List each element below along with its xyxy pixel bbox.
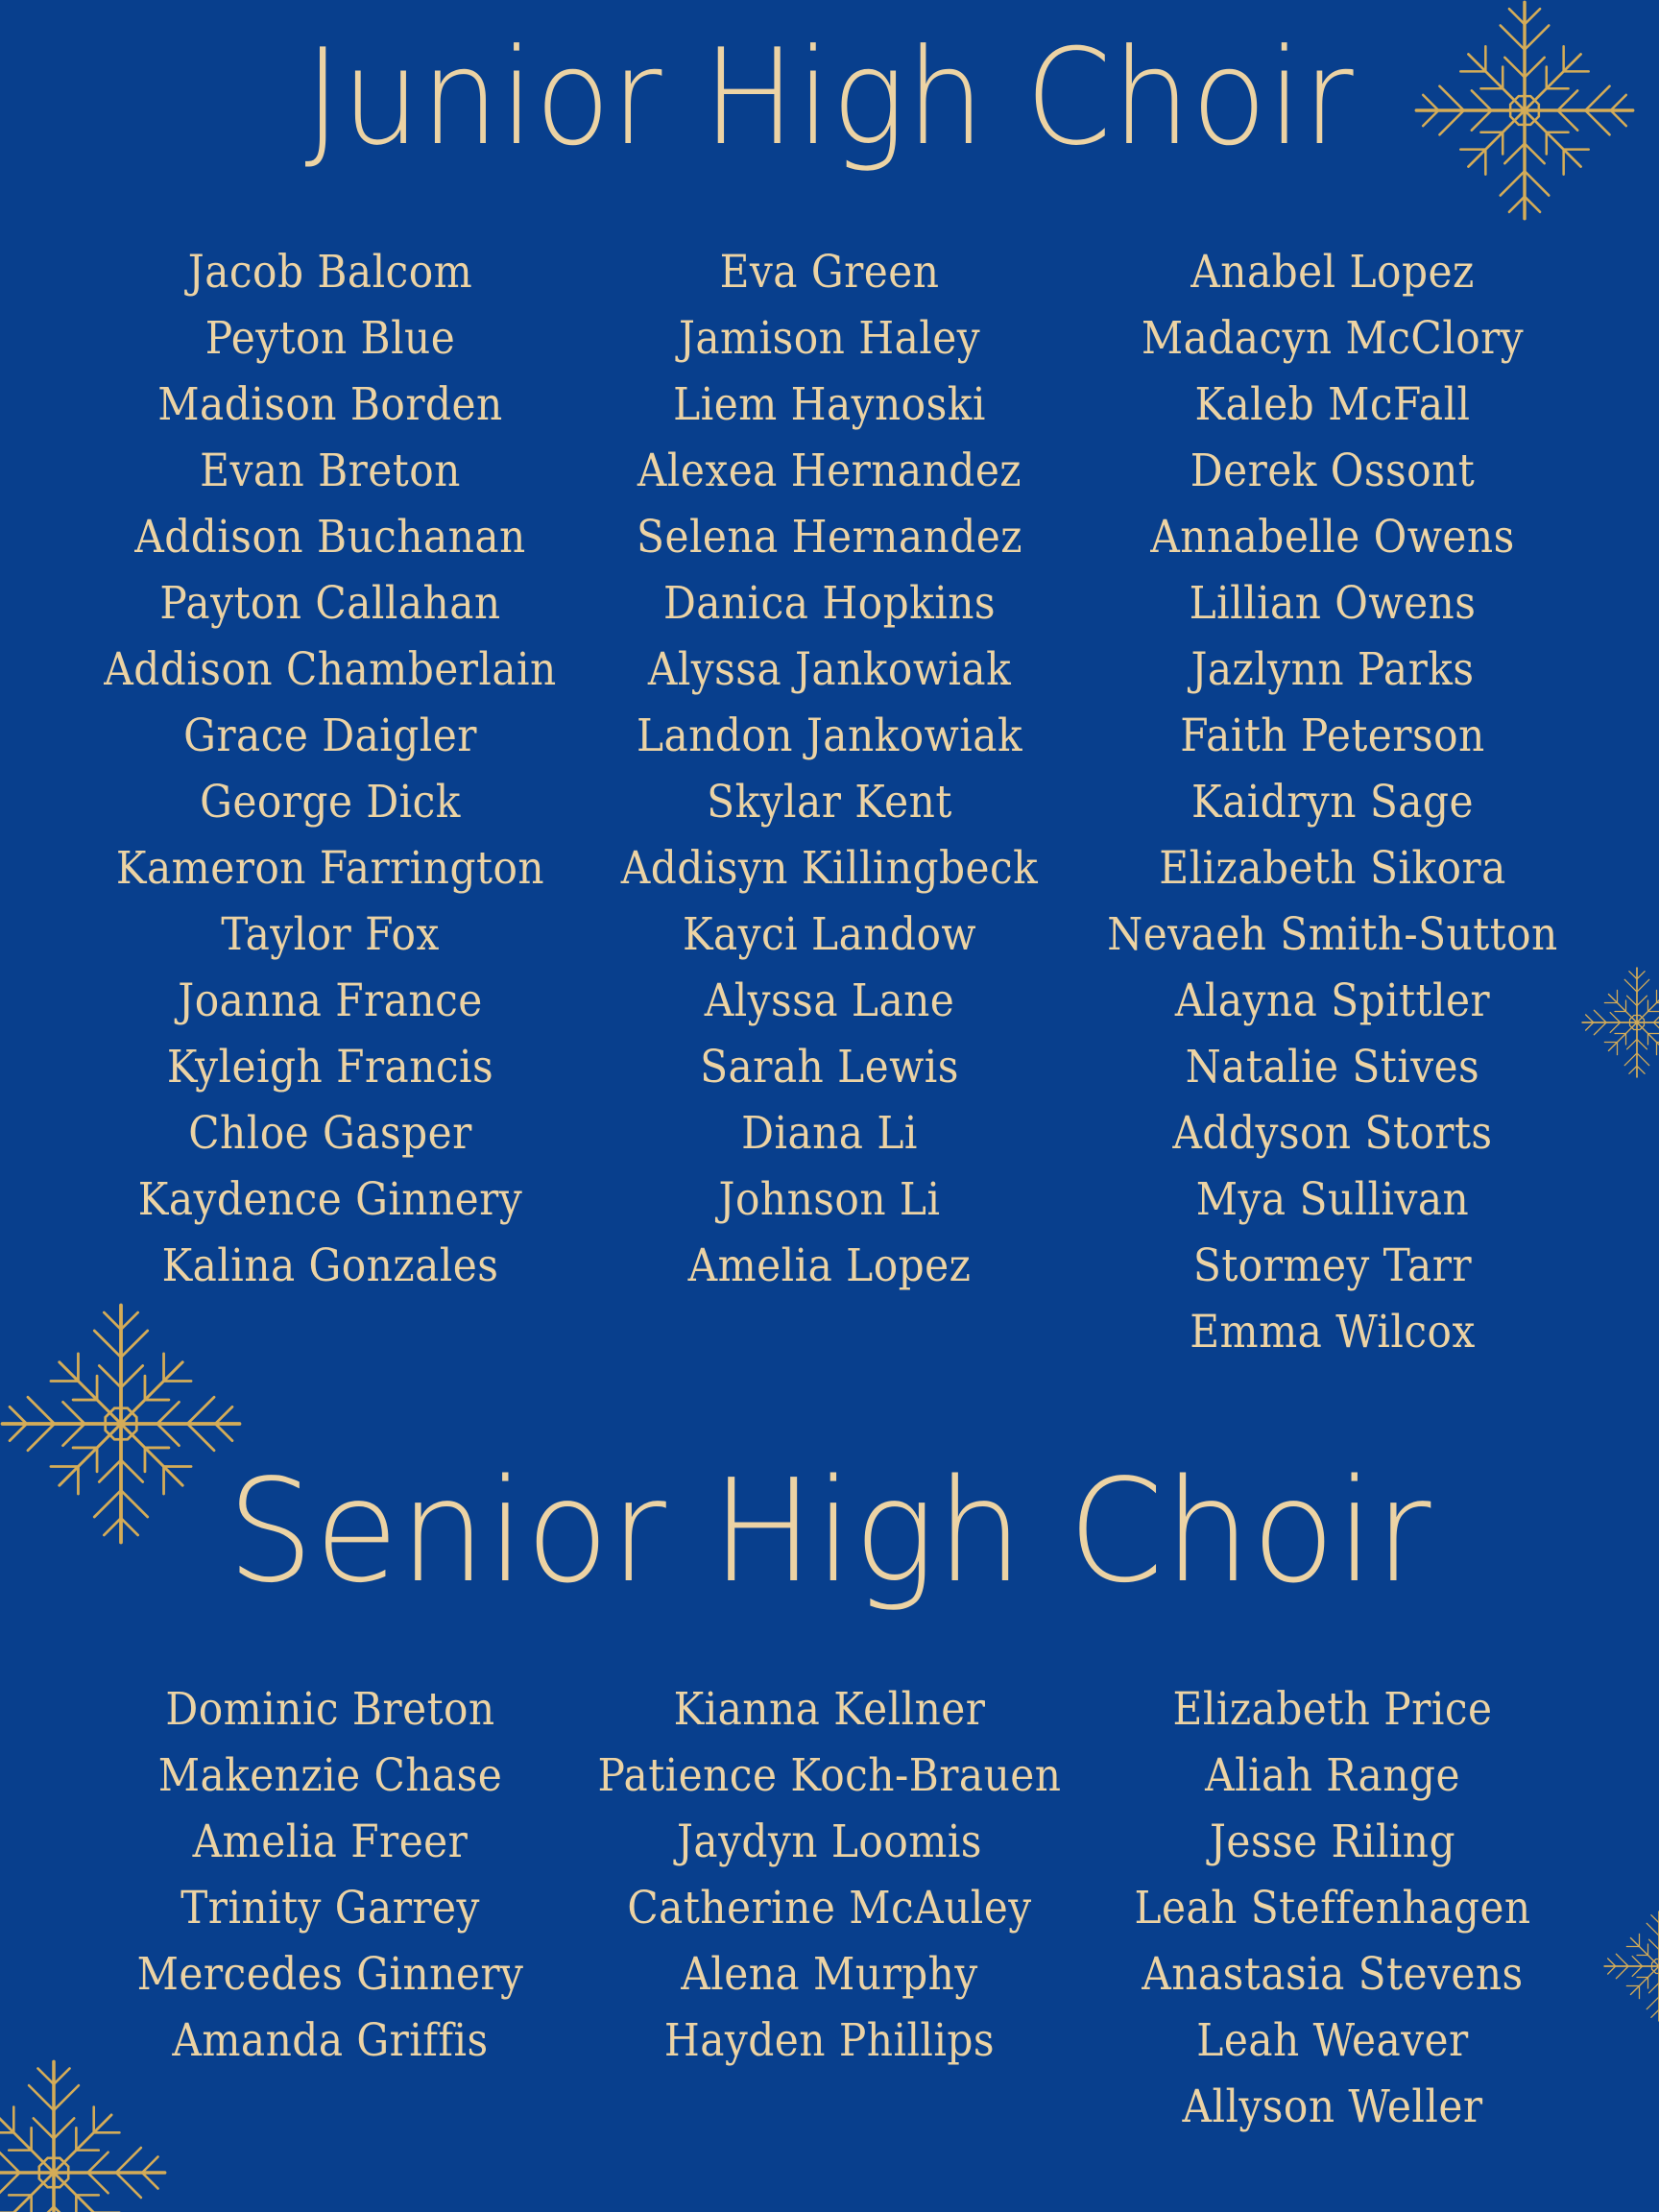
senior-name: Leah Weaver <box>1196 2014 1469 2067</box>
junior-name: Faith Peterson <box>1180 709 1485 762</box>
junior-name: Liem Haynoski <box>673 378 986 431</box>
senior-name: Jaydyn Loomis <box>677 1815 982 1868</box>
senior-name: Jesse Riling <box>1209 1815 1456 1868</box>
junior-column-3 <box>1073 239 1592 1365</box>
junior-name: Chloe Gasper <box>188 1107 472 1160</box>
junior-name: Selena Hernandez <box>637 511 1022 564</box>
junior-name: Kaydence Ginnery <box>137 1173 523 1226</box>
senior-name: Elizabeth Price <box>1172 1683 1493 1736</box>
junior-name: Joanna France <box>178 974 483 1027</box>
senior-name: Leah Steffenhagen <box>1134 1882 1531 1935</box>
junior-name: Derek Ossont <box>1190 445 1476 497</box>
junior-name: Landon Jankowiak <box>636 709 1023 762</box>
junior-name: Kalina Gonzales <box>161 1239 499 1292</box>
junior-name: Addison Buchanan <box>134 511 526 564</box>
junior-name: Taylor Fox <box>221 908 440 961</box>
senior-name: Catherine McAuley <box>627 1882 1032 1935</box>
senior-column-1 <box>71 1676 589 2074</box>
junior-name: Jacob Balcom <box>187 246 473 299</box>
junior-name: Eva Green <box>719 246 940 299</box>
junior-name: Alexea Hernandez <box>637 445 1022 497</box>
snowflake-icon <box>0 2059 167 2212</box>
junior-name: Nevaeh Smith-Sutton <box>1107 908 1558 961</box>
junior-name: Anabel Lopez <box>1190 246 1475 299</box>
snowflake-icon <box>0 1303 242 1545</box>
junior-name: Natalie Stives <box>1185 1041 1480 1094</box>
junior-name: Alyssa Lane <box>704 974 955 1027</box>
junior-column-1 <box>71 239 589 1299</box>
junior-name: Jazlynn Parks <box>1190 643 1475 696</box>
junior-name: Jamison Haley <box>678 312 981 365</box>
junior-name: Addisyn Killingbeck <box>620 842 1039 895</box>
junior-name: Alyssa Jankowiak <box>647 643 1012 696</box>
junior-name: Addison Chamberlain <box>104 643 557 696</box>
junior-name: Annabelle Owens <box>1150 511 1515 564</box>
junior-name: Amelia Lopez <box>687 1239 972 1292</box>
junior-name: Kaleb McFall <box>1194 378 1471 431</box>
senior-column-2 <box>570 1676 1089 2074</box>
junior-name: Kameron Farrington <box>115 842 545 895</box>
senior-name: Trinity Garrey <box>180 1882 480 1935</box>
senior-name: Mercedes Ginnery <box>136 1948 524 2001</box>
snowflake-icon <box>1414 0 1635 221</box>
senior-name: Makenzie Chase <box>157 1749 503 1802</box>
junior-name: George Dick <box>200 776 461 829</box>
junior-name: Elizabeth Sikora <box>1159 842 1506 895</box>
senior-choir-title: Senior High Choir <box>227 1449 1432 1614</box>
junior-name: Danica Hopkins <box>662 577 997 630</box>
junior-name: Kyleigh Francis <box>166 1041 494 1094</box>
junior-name: Stormey Tarr <box>1192 1239 1473 1292</box>
senior-name: Hayden Phillips <box>663 2014 996 2067</box>
snowflake-icon <box>1603 1911 1659 2022</box>
senior-name: Patience Koch-Brauen <box>597 1749 1062 1802</box>
junior-name: Sarah Lewis <box>700 1041 959 1094</box>
junior-name: Payton Callahan <box>159 577 501 630</box>
snowflake-icon <box>1581 967 1659 1078</box>
junior-name: Skylar Kent <box>707 776 952 829</box>
senior-name: Amelia Freer <box>192 1815 469 1868</box>
senior-name: Amanda Griffis <box>172 2014 489 2067</box>
junior-name: Lillian Owens <box>1189 577 1477 630</box>
junior-name: Peyton Blue <box>204 312 456 365</box>
senior-name: Aliah Range <box>1205 1749 1460 1802</box>
junior-name: Diana Li <box>741 1107 918 1160</box>
senior-name: Kianna Kellner <box>673 1683 986 1736</box>
junior-choir-title: Junior High Choir <box>304 20 1355 175</box>
senior-name: Dominic Breton <box>165 1683 495 1736</box>
senior-name: Anastasia Stevens <box>1142 1948 1524 2001</box>
junior-name: Kaidryn Sage <box>1191 776 1474 829</box>
junior-name: Johnson Li <box>718 1173 941 1226</box>
senior-column-3 <box>1073 1676 1592 2140</box>
junior-name: Madacyn McClory <box>1141 312 1525 365</box>
junior-name: Grace Daigler <box>183 709 477 762</box>
junior-name: Mya Sullivan <box>1195 1173 1470 1226</box>
junior-name: Evan Breton <box>200 445 461 497</box>
senior-name: Alena Murphy <box>681 1948 978 2001</box>
junior-name: Addyson Storts <box>1172 1107 1493 1160</box>
junior-name: Emma Wilcox <box>1190 1306 1476 1358</box>
senior-name: Allyson Weller <box>1182 2080 1483 2133</box>
junior-name: Alayna Spittler <box>1174 974 1491 1027</box>
junior-column-2 <box>570 239 1089 1299</box>
junior-name: Madison Borden <box>157 378 503 431</box>
junior-name: Kayci Landow <box>682 908 977 961</box>
